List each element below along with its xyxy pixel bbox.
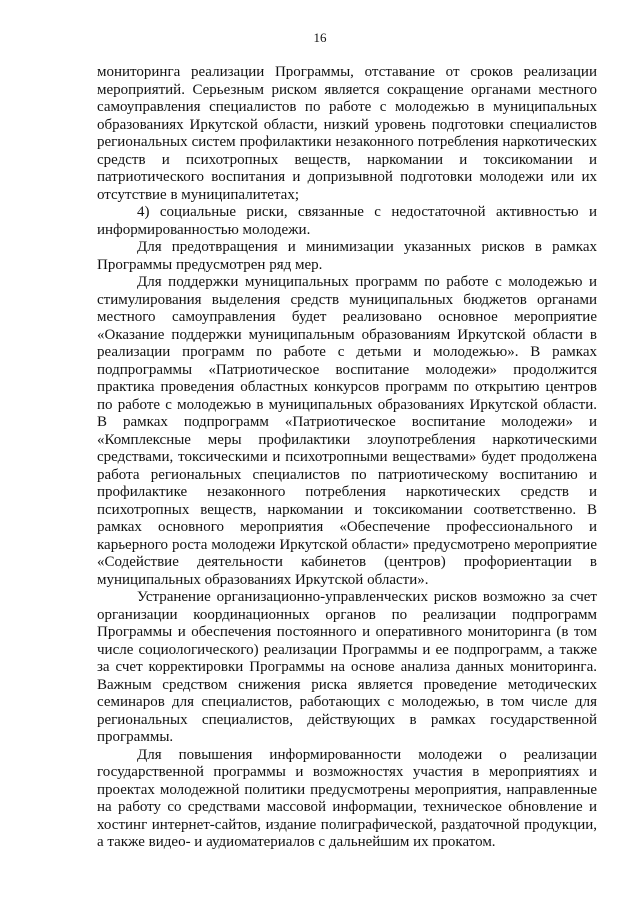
paragraph-6: Для повышения информированности молодежи о реализации государственной программы и возможностях участия в мероприятиях и проектах молодежной политики предусмотрены мероприятия, направленные на работу со средствами массовой информации, техническое обновление и хостинг интернет-сайтов, издание полиграфической, раздаточной продукции, а также видео- и аудиоматериалов с дальнейшим их прокатом. <box>97 746 597 850</box>
paragraph-4: Для поддержки муниципальных программ по работе с молодежью и стимулирования выделения средств муниципальных бюджетов органами местного самоуправления будет реализовано основное мероприятие «Оказание поддержки муниципальным образованиям Иркутской области в реализации программ по работе с детьми и молодежью». В рамках подпрограммы «Патриотическое воспитание молодежи» продолжится практика проведения областных конкурсов программ по открытию центров по работе с молодежью в муниципальных образованиях Иркутской области. В рамках подпрограмм «Патриотическое воспитание молодежи» и «Комплексные меры профилактики злоупотребления наркотическими средствами, токсическими и психотропными веществами» будет продолжена работа региональных специалистов по патриотическому воспитанию и профилактике незаконного потребления наркотических средств и психотропных веществ, наркомании и токсикомании соответственно. В рамках основного мероприятия «Обеспечение профессионального и карьерного роста молодежи Иркутской области» предусмотрено мероприятие «Содействие деятельности кабинетов (центров) профориентации в муниципальных образованиях Иркутской области». <box>97 274 597 588</box>
paragraph-5: Устранение организационно-управленческих рисков возможно за счет организации координационных органов по реализации подпрограмм Программы и обеспечения постоянного и оперативного мониторинга (в том числе социологического) реализации Программы и ее подпрограмм, а также за счет корректировки Программы на основе анализа данных мониторинга. Важным средством снижения риска является проведение методических семинаров для специалистов, работающих с молодежью, в том числе для региональных специалистов, действующих в рамках государственной программы. <box>97 589 597 745</box>
paragraph-3: Для предотвращения и минимизации указанных рисков в рамках Программы предусмотрен ряд мер. <box>97 239 597 273</box>
document-body <box>97 64 597 852</box>
page-number: 16 <box>313 30 327 45</box>
paragraph-1: мониторинга реализации Программы, отставание от сроков реализации мероприятий. Серьезным риском является сокращение органами местного самоуправления специалистов по работе с молодежью в муниципальных образованиях Иркутской области, низкий уровень подготовки специалистов региональных систем профилактики незаконного потребления наркотических средств и психотропных веществ, наркомании и токсикомании и патриотического воспитания и допризывной подготовки молодежи или их отсутствие в муниципалитетах; <box>97 64 597 203</box>
paragraph-2: 4) социальные риски, связанные с недостаточной активностью и информированностью молодежи. <box>97 204 597 238</box>
